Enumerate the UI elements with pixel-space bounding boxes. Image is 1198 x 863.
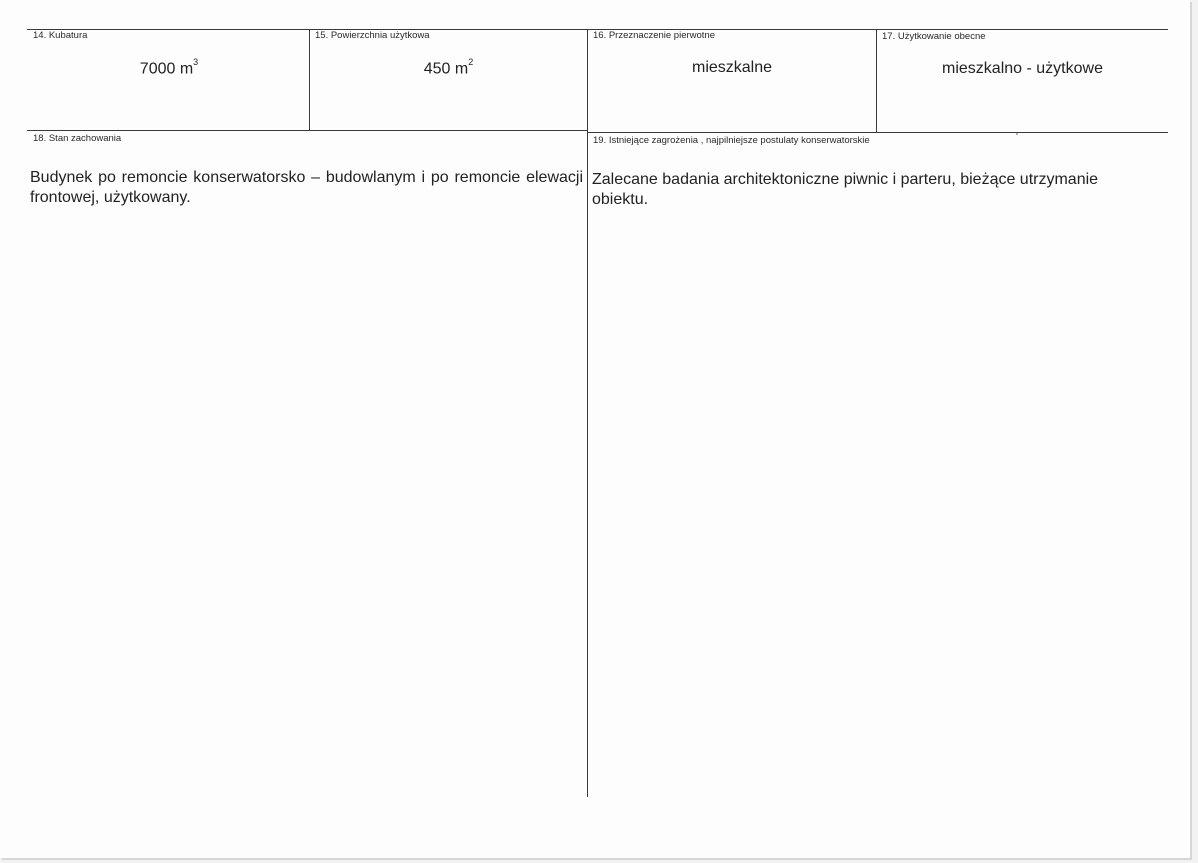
middle-rule-right — [588, 132, 1168, 133]
field-15-number: 450 m — [423, 60, 469, 78]
field-14-unit-exponent: 3 — [193, 57, 199, 67]
field-18-text: Budynek po remoncie konserwatorsko – budowlanym i po remoncie elewacji frontowej, użytkowany. — [30, 169, 583, 206]
field-17-value: mieszkalno - użytkowe — [942, 60, 1103, 77]
field-14-label: 14. Kubatura — [33, 30, 88, 41]
scan-speck — [1016, 133, 1018, 135]
field-14-value — [30, 59, 308, 78]
field-15-label: 15. Powierzchnia użytkowa — [315, 30, 430, 41]
field-17-label: 17. Użytkowanie obecne — [882, 31, 986, 42]
field-15-unit-exponent: 2 — [468, 57, 474, 67]
field-16-label: 16. Przeznaczenie pierwotne — [593, 30, 715, 41]
middle-rule-left — [27, 130, 588, 131]
field-14-number: 7000 m — [139, 60, 194, 78]
divider-14-15 — [309, 29, 310, 131]
field-16-value: mieszkalne — [691, 59, 773, 76]
field-19-text: Zalecane badania architektoniczne piwnic i parteru, bieżące utrzymanie obiektu. — [592, 171, 1099, 208]
field-18-label: 18. Stan zachowania — [33, 133, 122, 144]
divider-16-17 — [876, 29, 877, 133]
field-15-value — [310, 59, 587, 78]
divider-center — [587, 29, 588, 797]
field-19-label: 19. Istniejące zagrożenia , najpilniejsze postulaty konserwatorskie — [593, 135, 870, 146]
